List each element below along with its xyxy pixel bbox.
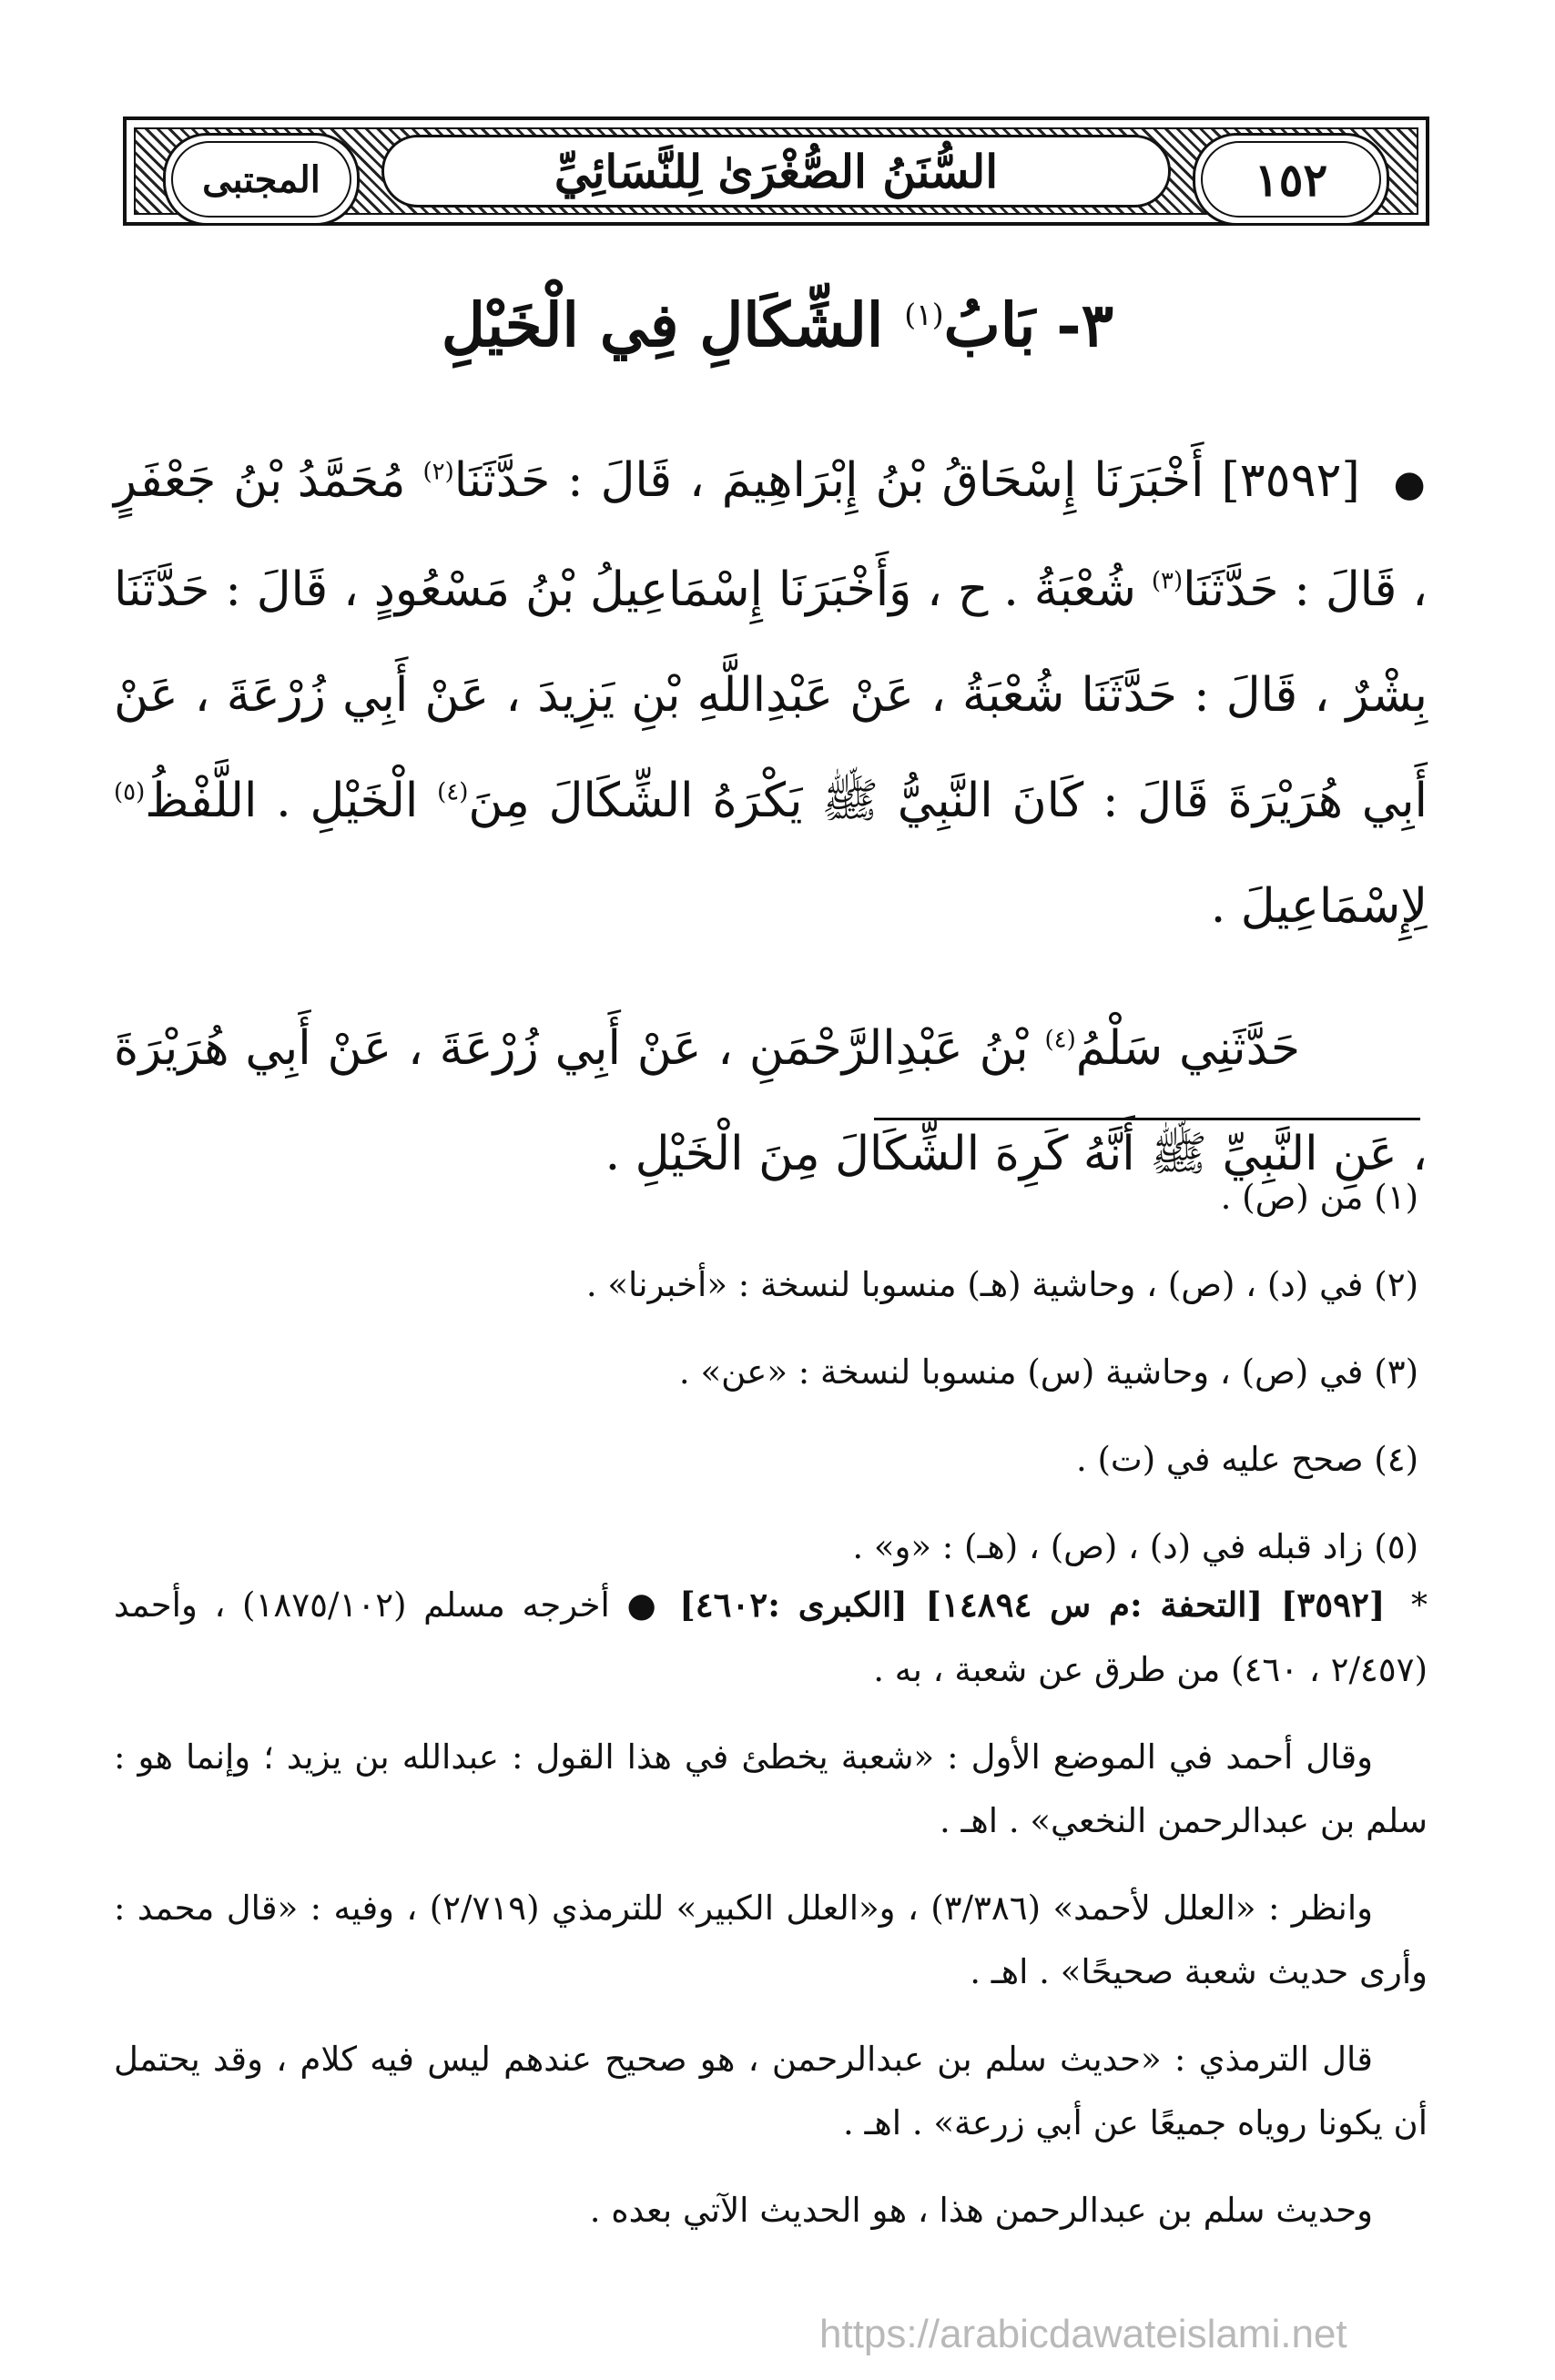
- medallion-ring: [171, 141, 351, 218]
- hadith-paragraph: [114, 428, 1428, 959]
- book-title: السُّنَنُ الصُّغْرَىٰ لِلنَّسَائِيِّ: [554, 144, 999, 198]
- bullet-icon: ●: [1393, 463, 1428, 505]
- takhrij-paragraph: وقال أحمد في الموضع الأول : «شعبة يخطئ في هذا القول : عبدالله بن يزيد ؛ وإنما هو : سلم بن عبدالرحمن النخعي» . اهـ .: [114, 1737, 1428, 1840]
- text-run: حَدَّثَنِي سَلْمُ: [1075, 1021, 1301, 1076]
- medallion-ring: [1201, 141, 1381, 218]
- footnote-marker: (٢): [422, 458, 454, 486]
- chapter-name: الشِّكَالِ فِي الْخَيْلِ: [441, 289, 884, 360]
- text-run: لِإِسْمَاعِيلَ .: [1210, 879, 1428, 934]
- page-number: ١٥٢: [1254, 152, 1328, 207]
- takhrij-paragraph: وحديث سلم بن عبدالرحمن هذا ، هو الحديث الآتي بعده .: [589, 2191, 1373, 2230]
- footnote-marker: (٣): [1151, 567, 1184, 595]
- takhrij-paragraph: قال الترمذي : «حديث سلم بن عبدالرحمن ، هو صحيح عندهم ليس فيه كلام ، وقد يحتمل أن يكونا روياه جميعًا عن أبي زرعة» . اهـ .: [114, 2040, 1428, 2142]
- footnote: (٢) في (د) ، (ص) ، وحاشية (هـ) منسوبا لنسخة : «أخبرنا» .: [585, 1265, 1418, 1304]
- footnote: (٤) صحح عليه في (ت) .: [1075, 1440, 1418, 1479]
- footnote-marker: (٥): [114, 778, 146, 806]
- star-icon: *: [1411, 1587, 1428, 1625]
- text-run: مُحَمَّدُ بْنُ جَعْفَرٍ ، قَالَ : حَدَّثَنَا: [114, 453, 1428, 617]
- reference-tags: [٣٥٩٢] [التحفة :م س ١٤٨٩٤] [الكبرى :٤٦٠٢]: [679, 1585, 1386, 1625]
- text-run: بْنُ عَبْدِالرَّحْمَنِ ، عَنْ أَبِي زُرْعَةَ ، عَنْ أَبِي هُرَيْرَةَ ، عَنِ النَّبِيِّ ﷺ أَنَّهُ كَرِهَ الشِّكَالَ مِنَ الْخَيْلِ .: [114, 1021, 1428, 1181]
- footnote: (١) من (ص) .: [1220, 1178, 1418, 1217]
- chapter-title: [123, 289, 1432, 360]
- takhrij-notes: [114, 1573, 1428, 2266]
- emblem-text: المجتبى: [202, 157, 320, 201]
- chapter-label: ٣- بَابُ: [943, 289, 1114, 360]
- text-run: أخرجه مسلم (١٨٧٥/١٠٢) ، وأحمد (٢/٤٥٧ ، ٤٦٠) من طرق عن شعبة ، به .: [114, 1585, 1428, 1689]
- takhrij-paragraph: وانظر : «العلل لأحمد» (٣/٣٨٦) ، و«العلل الكبير» للترمذي (٢/٧١٩) ، وفيه : «قال محمد : وأرى حديث شعبة صحيحًا» . اهـ .: [114, 1889, 1428, 1991]
- title-cartouche: [381, 135, 1171, 208]
- hadith-text: [114, 428, 1428, 1207]
- footnote-divider: [874, 1118, 1420, 1120]
- emblem-medallion: [163, 133, 360, 226]
- footnote-marker: (١): [904, 297, 944, 332]
- takhrij-paragraph: [114, 1573, 1428, 1702]
- footnotes: [127, 1154, 1418, 1591]
- footnote-marker: (٤): [1044, 1026, 1076, 1054]
- page-header: [123, 116, 1429, 226]
- footnote-marker: (٤): [437, 778, 469, 806]
- text-run: [٣٥٩٢] أَخْبَرَنَا إِسْحَاقُ بْنُ إِبْرَاهِيمَ ، قَالَ : حَدَّثَنَا: [453, 453, 1360, 508]
- text-run: الْخَيْلِ . اللَّفْظُ: [145, 774, 419, 828]
- page-number-medallion: [1193, 133, 1389, 226]
- footnote: (٣) في (ص) ، وحاشية (س) منسوبا لنسخة : «عن» .: [678, 1352, 1418, 1392]
- text-run: شُعْبَةُ . ح ، وَأَخْبَرَنَا إِسْمَاعِيلُ بْنُ مَسْعُودٍ ، قَالَ : حَدَّثَنَا بِشْرٌ ، قَالَ : حَدَّثَنَا شُعْبَةُ ، عَنْ عَبْدِاللَّهِ بْنِ يَزِيدَ ، عَنْ أَبِي زُرْعَةَ ، عَنْ أَبِي هُرَيْرَةَ قَالَ : كَانَ النَّبِيُّ ﷺ يَكْرَهُ الشِّكَالَ مِنَ: [114, 562, 1428, 828]
- footnote: (٥) زاد قبله في (د) ، (ص) ، (هـ) : «و» .: [852, 1527, 1418, 1566]
- ornamental-border: [134, 127, 1418, 215]
- bullet-icon: ●: [626, 1585, 663, 1625]
- watermark-url: https://arabicdawateislami.net: [819, 2312, 1347, 2356]
